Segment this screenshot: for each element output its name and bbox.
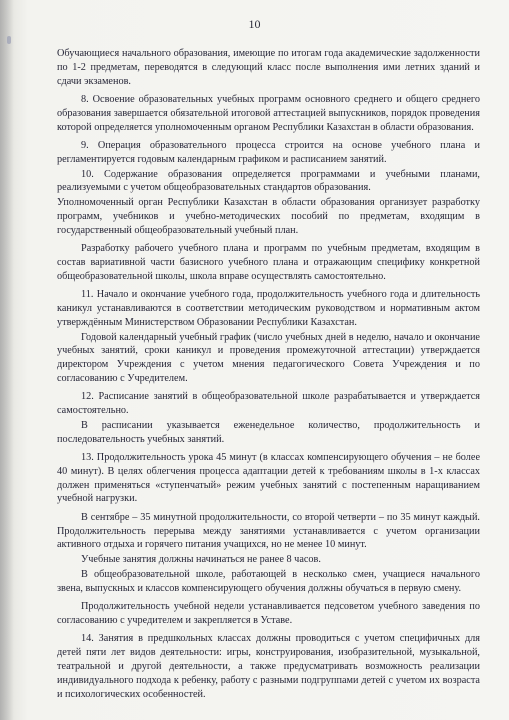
paragraph-13-shifts: В общеобразовательной школе, работающей в несколько смен, учащиеся начального звена, выпускных и классов компенсирующего обучения должны обучаться в первую смену. bbox=[57, 569, 480, 594]
paragraph-13-lesson-duration: 13. Продолжительность урока 45 минут (в классах компенсирующего обучения – не более 40 минут). В целях облегчения процесса адаптации детей к требованиям школы в 1-х классах должен применяться «ступенчатый» режим учебных занятий с постепенным наращиванием учебной нагрузки. bbox=[57, 452, 480, 505]
paragraph-12-timetable-details: В расписании указывается еженедельное количество, продолжительность и последовательность учебных занятий. bbox=[57, 419, 480, 445]
page-number: 10 bbox=[248, 17, 261, 31]
paragraph-14-preschool-classes: 14. Занятия в предшкольных классах должны проводиться с учетом специфичных для детей пяти лет видов деятельности: игры, конструирования, изобразительной, музыкальной, театральной и другой деятельности, а также предусматривать возможность реализации индивидуального подхода к ребенку, работу с разными подгруппами детей с учетом их возраста и психологических особенностей. bbox=[57, 633, 480, 700]
paragraph-9-educational-process: 9. Операция образовательного процесса строится на основе учебного плана и регламентируется годовым календарным графиком и расписанием занятий. bbox=[57, 139, 480, 165]
paragraph-10-authority: Уполномоченный орган Республики Казахстан в области образования организует разработку программ, учебников и учебно-методических пособий по предметам, входящим в государственный общеобразовательный учебный план. bbox=[57, 197, 480, 236]
paragraph-13-start-time: Учебные занятия должны начинаться не ранее 8 часов. bbox=[81, 554, 321, 566]
binding-edge-shadow bbox=[0, 0, 14, 720]
document-body bbox=[57, 47, 480, 706]
paragraph-13-week-length: Продолжительность учебной недели устанавливается педсоветом учебного заведения по согласованию с учредителем и закрепляется в Уставе. bbox=[57, 601, 480, 627]
binding-mark bbox=[7, 36, 11, 44]
paragraph-11-calendar-schedule: Годовой календарный учебный график (число учебных дней в неделю, начало и окончание учебных занятий, сроки каникул и проведения промежуточной аттестации) утверждается директором Учреждения с учетом мнения педагогического Совета Учреждения и по согласованию с Учредителем. bbox=[57, 331, 480, 384]
paragraph-8-final-attestation: 8. Освоение образовательных учебных программ основного среднего и общего среднего образования завершается обязательной итоговой аттестацией выпускников, порядок проведения которой определяется уполномоченным органом Республики Казахстан в области образования. bbox=[57, 93, 480, 133]
paragraph-10-working-plan: Разработку рабочего учебного плана и программ по учебным предметам, входящим в состав вариативной части базисного учебного плана и отражающим специфику конкретной общеобразовательной школы, школа вправе осуществлять самостоятельно. bbox=[57, 243, 480, 282]
paragraph-13-september: В сентябре – 35 минутной продолжительности, со второй четверти – по 35 минут каждый. Продолжительность перерыва между занятиями устанавливается с учетом организации активного отдыха и горячего питания учащихся, но не менее 10 минут. bbox=[57, 511, 480, 551]
paragraph-12-timetable: 12. Расписание занятий в общеобразовательной школе разрабатывается и утверждается самостоятельно. bbox=[57, 391, 480, 417]
paragraph-10-content: 10. Содержание образования определяется программами и учебными планами, реализуемыми с учетом общеобразовательных стандартов образования. bbox=[57, 168, 480, 194]
paragraph-11-academic-year: 11. Начало и окончание учебного года, продолжительность учебного года и длительность каникул устанавливаются в соответствии методическим руководством и нормативным актом утверждённым Министерством Образовании Республики Казахстан. bbox=[57, 289, 480, 328]
paragraph-promotion: Обучающиеся начального образования, имеющие по итогам года академические задолженности по 1-2 предметам, переводятся в следующий класс после выполнения ими летних зданий и сдачи экзаменов. bbox=[57, 48, 480, 87]
